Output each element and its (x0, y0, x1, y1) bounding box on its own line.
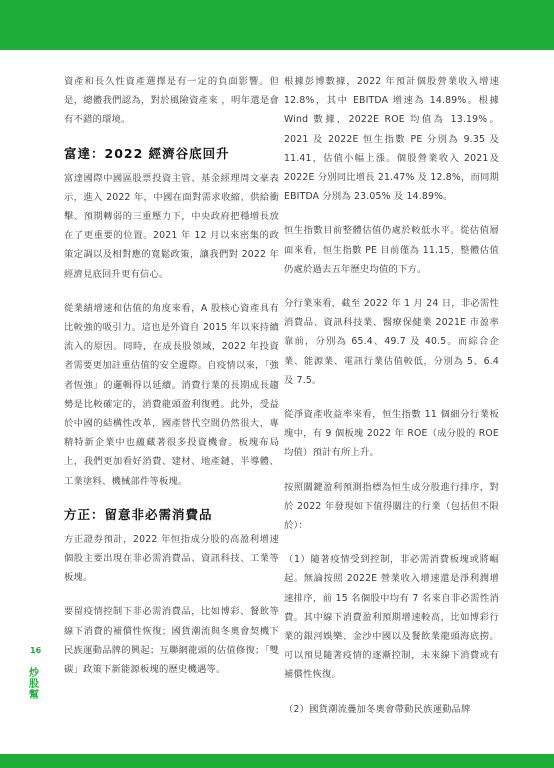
right-column (284, 72, 499, 734)
paragraph: 要留疫情控制下非必需消費品，比如博彩、餐飲等線下消費的補償性恢復；國貨潮流與冬奧會契機下民族運動品牌的興起；互聯網龍頭的估值修復；「雙碳」政策下新能源板塊的歷史機遇等。 (64, 606, 279, 676)
paragraph: （2）國貨潮流疊加冬奧會帶動民族運動品牌 (284, 703, 471, 715)
paragraph: 按照關鍵盈利預測指標為恒生成分股進行排序，對於 2022 年發現如下值得關注的行業（包括但不限於）： (284, 481, 499, 532)
left-column (64, 72, 279, 694)
page-number: 16 (30, 646, 42, 655)
header-bar (0, 0, 554, 50)
paragraph: 方正證券預計，2022 年恒指成分股的高盈利增速個股主要出現在非必需消費品、資訊科技、工業等板塊。 (64, 533, 279, 584)
publication-logo: 炒股幫 (29, 668, 39, 701)
paragraph: 分行業來看，截至 2022 年 1 月 24 日，非必需性消費品、資訊科技業、醫療保健業 2021E 市盈率靠前，分別為 65.4、49.7 及 40.5。而綜合企業、能源業、電訊行業估值較低，分別為 5、6.4 及 7.5。 (284, 298, 499, 386)
section-heading-fidelity: 富達：2022 經濟谷底回升 (64, 145, 230, 161)
footer-bar (0, 754, 554, 768)
paragraph: 資產和長久性資產選擇是有一定的負面影響。但是，總體我們認為，對於風險資產來 ，明年還是會有不錯的環境。 (64, 76, 279, 126)
paragraph: 富達國際中國區股票投資主管、基金經理周文豪表示，進入 2022 年，中國在面對需求收縮、供給衝擊、預期轉弱的三重壓力下，中央政府把穩增長放在了更重要的位置。2021 年 12 月以來密集的政策定調以及相對應的寬鬆政策，讓我們對 2022 年經濟見底回升更有信心。 (64, 172, 279, 280)
paragraph: （1）隨著疫情受到控制，非必需消費板塊或將崛起。無論按照 2022E 營業收入增速還是淨利潤增速排序，前 15 名個股中均有 7 名來自非必需性消費。其中線下消費盈利預期增速較高，比如博彩行業的銀河娛樂、金沙中國以及餐飲業龍頭海底撈。可以預見隨著疫情的逐漸控制，未來線下消費或有補償性恢復。 (284, 554, 499, 681)
paragraph: 恒生指數目前整體估值仍處於較低水平。從估值層面來看，恒生指數 PE 目前僅為 11.15，整體估值仍處於過去五年歷史均值的下方。 (284, 225, 499, 275)
paragraph: 根據彭博數據，2022 年預計個股營業收入增速 12.8%，其中 EBITDA 增速為 14.89%。根據Wind 數據，2022E ROE 均值為 13.19%。2021 及 2022E 恒生指數 PE 分別為 9.35 及 11.41，估值小幅上漲。個股營業收入 2021及 2022E 分別同比增長 21.47% 及 12.8%，而同期 EBITDA 分別為 23.05% 及 14.89%。 (284, 76, 499, 203)
paragraph: 從業績增速和估值的角度來看，A 股核心資產具有比較強的吸引力。這也是外資自 2015 年以來持續流入的原因。同時，在成長股領域，2022 年投資者需要更加註重估值的安全邊際。自疫情以來，「強者恆強」的邏輯得以延續。消費行業的長期成長趨勢是比較確定的，消費龍頭盈利復甦。此外，受益於中國的結構性改革，國產替代空間仍然很大，專精特新企業中也蘊藏著很多投資機會。板塊布局上，我們更加看好消費、建材、地產鏈、半導體、工業塗料、機械部件等板塊。 (64, 302, 279, 487)
paragraph: 從淨資產收益率來看，恒生指數 11 個細分行業板塊中，有 9 個板塊 2022 年 ROE（成分股的 ROE 均值）預計有所上升。 (284, 409, 499, 459)
section-heading-founder: 方正：留意非必需消費品 (64, 506, 213, 522)
